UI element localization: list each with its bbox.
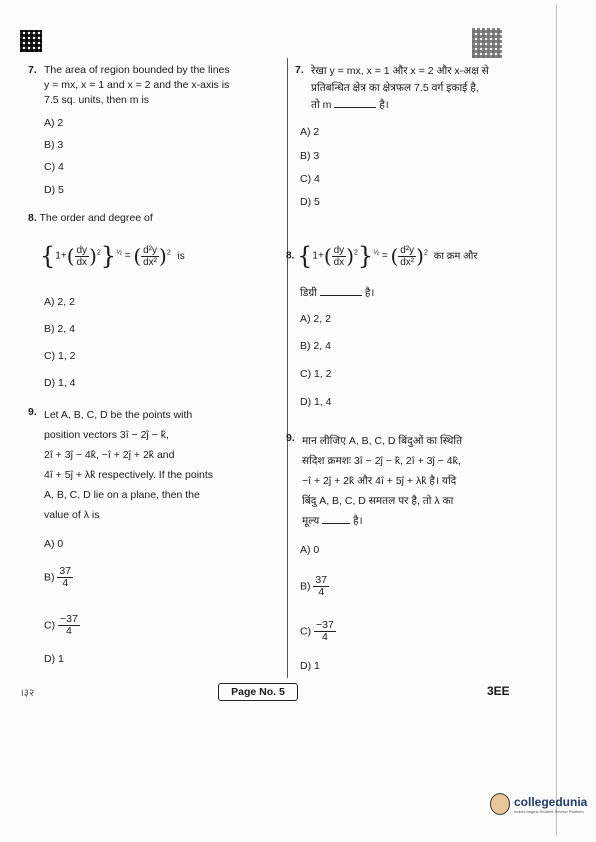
right-q9-option-c[interactable]: C) $\frac{-37}{4}$ xyxy=(300,619,334,643)
left-q8-equation: {1+( $\frac{dy}{dx}$ )$^2$}$^{\frac{1}{2}}$ = ( $\frac{\text{d²y}}{\text{dx²}}$ )$^2$ is xyxy=(40,242,185,270)
left-q9-option-b[interactable]: B) $\frac{37}{4}$ xyxy=(44,565,72,589)
q9-line-hi: सदिश क्रमशः 3î − 2ĵ − k̂, 2î + 3ĵ − 4k̂, xyxy=(302,455,461,467)
column-divider xyxy=(287,58,288,678)
page-edge-line xyxy=(556,5,557,835)
right-q8-option-a[interactable]: A) 2, 2 xyxy=(300,313,331,325)
d2y-dx2-fraction: $\frac{\text{d²y}}{\text{dx²}}$ xyxy=(143,244,158,268)
qr-code-left xyxy=(20,30,42,52)
q7-line-hi: रेखा y = mx, x = 1 और x = 2 और x-अक्ष से xyxy=(311,65,489,77)
left-q7-option-a[interactable]: A) 2 xyxy=(44,117,64,129)
avatar xyxy=(490,793,510,815)
q9-line-hi: बिंदु A, B, C, D समतल पर है, तो λ का xyxy=(302,495,454,507)
right-q7-option-a[interactable]: A) 2 xyxy=(300,126,320,138)
q7-line: y = mx, x = 1 and x = 2 and the x-axis is xyxy=(44,79,230,91)
eq-one-plus: 1+ xyxy=(55,250,67,262)
q9-number-hi: 9. xyxy=(286,432,295,444)
left-q8-option-b[interactable]: B) 2, 4 xyxy=(44,323,75,335)
q7-line-hi: तो m है। xyxy=(311,99,389,111)
right-q8-option-b[interactable]: B) 2, 4 xyxy=(300,340,331,352)
left-q7-option-b[interactable]: B) 3 xyxy=(44,139,64,151)
left-q7 xyxy=(28,63,280,108)
fraction-37-4: $\frac{37}{4}$ xyxy=(59,565,72,589)
collegedunia-logo xyxy=(490,793,587,815)
right-q9-option-d[interactable]: D) 1 xyxy=(300,660,320,672)
right-q7 xyxy=(295,63,550,114)
left-q9-option-d[interactable]: D) 1 xyxy=(44,653,64,665)
answer-blank xyxy=(320,286,362,296)
qr-code-right xyxy=(472,28,502,58)
right-q7-option-c[interactable]: C) 4 xyxy=(300,173,320,185)
q7-number: 7. xyxy=(28,64,37,76)
right-q9 xyxy=(286,431,551,531)
brace-close: } xyxy=(100,242,117,270)
dy-dx-fraction: $\frac{dy}{dx}$ xyxy=(76,244,88,268)
q7-number-hi: 7. xyxy=(295,64,304,76)
right-q7-option-d[interactable]: D) 5 xyxy=(300,196,320,208)
q7-line: The area of region bounded by the lines xyxy=(44,64,230,76)
right-q8-option-d[interactable]: D) 1, 4 xyxy=(300,396,332,408)
q7-line: 7.5 sq. units, then m is xyxy=(44,94,150,106)
logo-name: collegedunia xyxy=(514,794,588,809)
q9-number: 9. xyxy=(28,406,37,418)
left-q9-option-c[interactable]: C) $\frac{-37}{4}$ xyxy=(44,613,78,637)
q9-line: Let A, B, C, D be the points with xyxy=(44,409,193,421)
q9-line: position vectors 3î − 2ĵ − k̂, xyxy=(44,429,169,441)
right-q8-line2: डिग्री है। xyxy=(300,287,375,299)
q9-line-hi: मान लीजिए A, B, C, D बिंदुओं का स्थिति xyxy=(302,435,463,447)
right-q7-option-b[interactable]: B) 3 xyxy=(300,150,320,162)
q9-line-hi: मूल्य है। xyxy=(302,515,363,527)
left-q8 xyxy=(28,211,153,226)
right-q8-option-c[interactable]: C) 1, 2 xyxy=(300,368,332,380)
q9-line: 2î + 3ĵ − 4k̂, −î + 2ĵ + 2k̂ and xyxy=(44,449,175,461)
q8-text: The order and degree of xyxy=(39,212,153,224)
q8-suffix: is xyxy=(177,250,185,262)
answer-blank xyxy=(334,98,376,108)
left-q9 xyxy=(28,405,283,525)
logo-tagline: India's largest Student Review Platform xyxy=(514,808,584,814)
left-q7-option-c[interactable]: C) 4 xyxy=(44,161,64,173)
brace-open: { xyxy=(40,242,56,270)
q7-line-hi: प्रतिबन्धित क्षेत्र का क्षेत्रफल 7.5 वर्ग इकाई है, xyxy=(311,82,479,94)
left-q7-option-d[interactable]: D) 5 xyxy=(44,184,64,196)
q9-line: value of λ is xyxy=(44,509,100,521)
q9-line: 4î + 5ĵ + λk̂ respectively. If the points xyxy=(44,469,214,481)
left-q8-option-a[interactable]: A) 2, 2 xyxy=(44,296,75,308)
footer-left-mark: ।‌३२ xyxy=(20,688,35,699)
q9-line: A, B, C, D lie on a plane, then the xyxy=(44,489,200,501)
answer-blank xyxy=(322,514,350,524)
fraction-neg-37-4: $\frac{-37}{4}$ xyxy=(60,613,78,637)
q8-number-hi: 8. xyxy=(286,250,295,262)
right-q9-option-b[interactable]: B) $\frac{37}{4}$ xyxy=(300,574,328,598)
q9-line-hi: −î + 2ĵ + 2k̂ और 4î + 5ĵ + λk̂ है। यदि xyxy=(302,475,457,487)
q8-suffix-hi: का क्रम और xyxy=(433,250,478,262)
page-number-box: Page No. 5 xyxy=(218,683,298,701)
left-q9-option-a[interactable]: A) 0 xyxy=(44,538,64,550)
right-q9-option-a[interactable]: A) 0 xyxy=(300,544,320,556)
booklet-code: 3EE xyxy=(487,684,510,698)
q8-number: 8. xyxy=(28,212,37,224)
left-q8-option-d[interactable]: D) 1, 4 xyxy=(44,377,76,389)
left-q8-option-c[interactable]: C) 1, 2 xyxy=(44,350,76,362)
right-q8-equation: 8. {1+( $\frac{dy}{dx}$ )$^2$}$^{\frac{1}{2}}$ = ( $\frac{\text{d²y}}{\text{dx²}}$ )$^2$ का क्रम और xyxy=(286,242,478,270)
